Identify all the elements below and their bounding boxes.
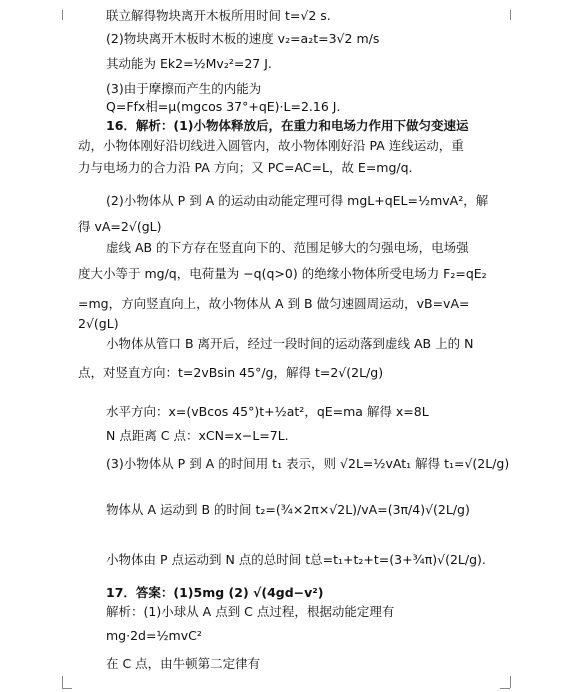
text-line: 虚线 AB 的下方存在竖直向下的、范围足够大的匀强电场，电场强 [106, 240, 469, 255]
text-line: 联立解得物块离开木板所用时间 t=√2 s. [106, 8, 331, 23]
corner-mark-bottom-right-h [500, 688, 510, 689]
text-line: 17．答案：(1)5mg (2) √(4gd−v²) [106, 585, 324, 600]
corner-mark-bottom-right [510, 676, 511, 688]
corner-mark-top-left [62, 10, 63, 20]
text-line: 物体从 A 运动到 B 的时间 t₂=(¾×2π×√2L)/vA=(3π/4)√(2L/g) [106, 502, 470, 517]
text-line: =mg，方向竖直向上，故小物体从 A 到 B 做匀速圆周运动，vB=vA= [78, 296, 470, 311]
text-line: N 点距离 C 点：xCN=x−L=7L. [106, 428, 289, 443]
text-line: 度大小等于 mg/q，电荷量为 −q(q>0) 的绝缘小物体所受电场力 F₂=qE₂ [78, 266, 487, 281]
text-line: Q=Ffx相=μ(mgcos 37°+qE)·L=2.16 J. [106, 99, 341, 114]
corner-mark-bottom-left-h [62, 688, 72, 689]
text-line: (3)由于摩擦而产生的内能为 [106, 81, 262, 96]
text-line: 水平方向：x=(vBcos 45°)t+½at²，qE=ma 解得 x=8L [106, 404, 429, 419]
text-line: 力与电场力的合力沿 PA 方向；又 PC=AC=L，故 E=mg/q. [78, 160, 413, 175]
text-line: (3)小物体从 P 到 A 的时间用 t₁ 表示，则 √2L=½vAt₁ 解得 t₁=√(2L/g) [106, 456, 510, 471]
text-line: 在 C 点，由牛顿第二定律有 [106, 656, 261, 671]
corner-mark-top-right [510, 10, 511, 20]
text-line: 点，对竖直方向：t=2vBsin 45°/g，解得 t=2√(2L/g) [78, 365, 384, 380]
text-line: 小物体由 P 点运动到 N 点的总时间 t总=t₁+t₂+t=(3+¾π)√(2L/g). [106, 552, 486, 567]
text-line: (2)小物体从 P 到 A 的运动由动能定理可得 mgL+qEL=½mvA²，解 [106, 193, 489, 208]
text-line: 2√(gL) [78, 316, 119, 331]
text-line: 小物体从管口 B 离开后，经过一段时间的运动落到虚线 AB 上的 N [106, 336, 474, 351]
corner-mark-bottom-left [62, 676, 63, 688]
text-line: 动，小物体刚好沿切线进入圆管内，故小物体刚好沿 PA 连线运动，重 [78, 138, 464, 153]
text-line: 解析：(1)小球从 A 点到 C 点过程，根据动能定理有 [106, 604, 395, 619]
text-line: 其动能为 Ek2=½Mv₂²=27 J. [106, 56, 272, 71]
text-line: mg·2d=½mvC² [106, 628, 202, 643]
text-line: (2)物块离开木板时木板的速度 v₂=a₂t=3√2 m/s [106, 31, 380, 46]
text-line: 得 vA=2√(gL) [78, 219, 162, 234]
text-line: 16．解析：(1)小物体释放后，在重力和电场力作用下做匀变速运 [106, 118, 469, 133]
